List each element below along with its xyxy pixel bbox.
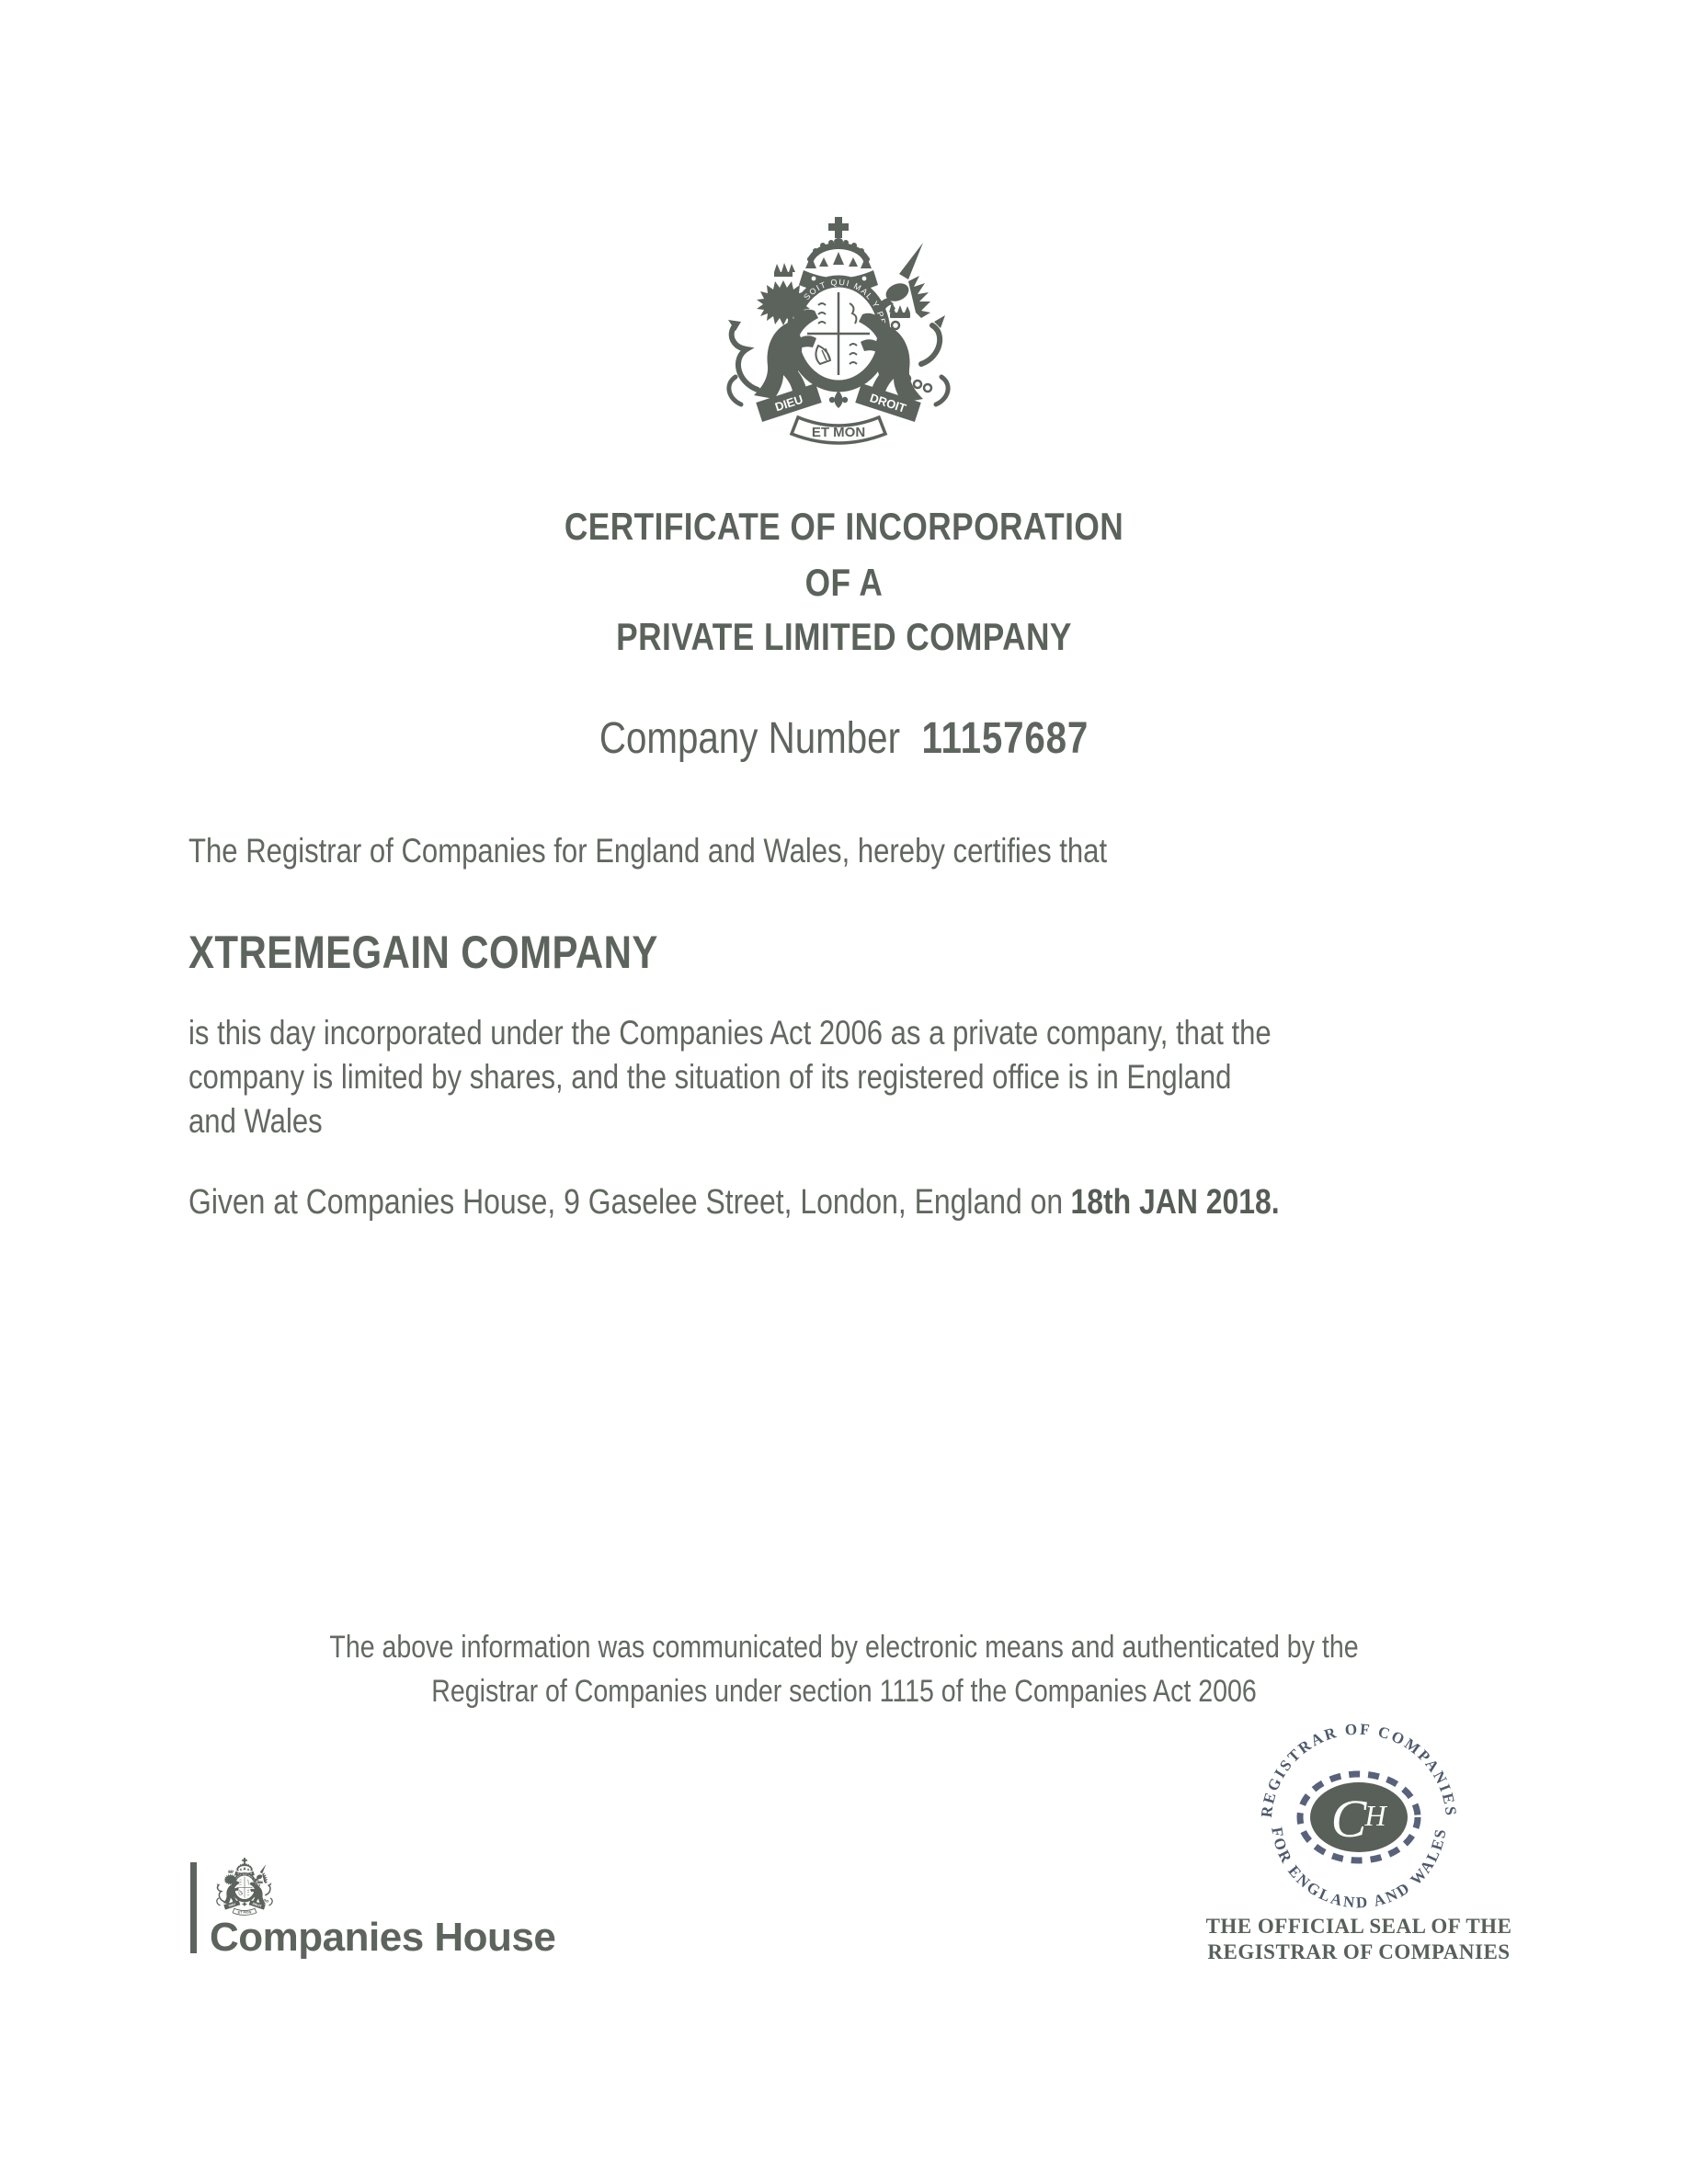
authentication-line-1: The above information was communicated by electronic means and authenticated by the [329,1630,1359,1665]
incorporation-paragraph [188,1011,1272,1143]
incorporation-paragraph-line-1: is this day incorporated under the Companies Act 2006 as a private company, that the [188,1014,1272,1052]
certificate-title-line-2: OF A [804,561,884,604]
seal-monogram-h: H [1364,1799,1386,1832]
companies-house-wordmark: Companies House [210,1915,556,1960]
registrar-certifies-line: The Registrar of Companies for England and Wales, hereby certifies that [188,832,1108,870]
authentication-line-2: Registrar of Companies under section 1115 of the Companies Act 2006 [431,1674,1257,1709]
company-number-value: 11157687 [921,714,1089,763]
given-at-line [188,1180,1280,1224]
seal-caption [1166,1914,1552,1965]
company-number-line [135,714,1553,763]
seal-arc-top-text: REGISTRAR OF COMPANIES [1257,1721,1461,1819]
company-number-label: Company Number [599,714,900,763]
certificate-title-line-3: PRIVATE LIMITED COMPANY [616,615,1072,658]
incorporation-date: 18th JAN 2018. [1070,1183,1280,1222]
seal-arc-bottom-text: FOR ENGLAND AND WALES [1268,1826,1450,1912]
seal-caption-line-2: REGISTRAR OF COMPANIES [1207,1940,1511,1963]
given-at-text: Given at Companies House, 9 Gaselee Street, London, England on [188,1183,1064,1222]
seal-caption-line-1: THE OFFICIAL SEAL OF THE [1205,1915,1512,1938]
seal-monogram-c: C [1330,1789,1367,1848]
incorporation-paragraph-line-3: and Wales [188,1102,323,1140]
certificate-title-line-1: CERTIFICATE OF INCORPORATION [564,505,1124,548]
royal-coat-of-arms [701,213,976,445]
company-name: XTREMEGAIN COMPANY [188,927,658,978]
companies-house-crest-icon [210,1857,279,1916]
incorporation-paragraph-line-2: company is limited by shares, and the situation of its registered office is in England [188,1058,1232,1096]
logo-bar [190,1862,197,1953]
official-seal [1253,1721,1465,1918]
